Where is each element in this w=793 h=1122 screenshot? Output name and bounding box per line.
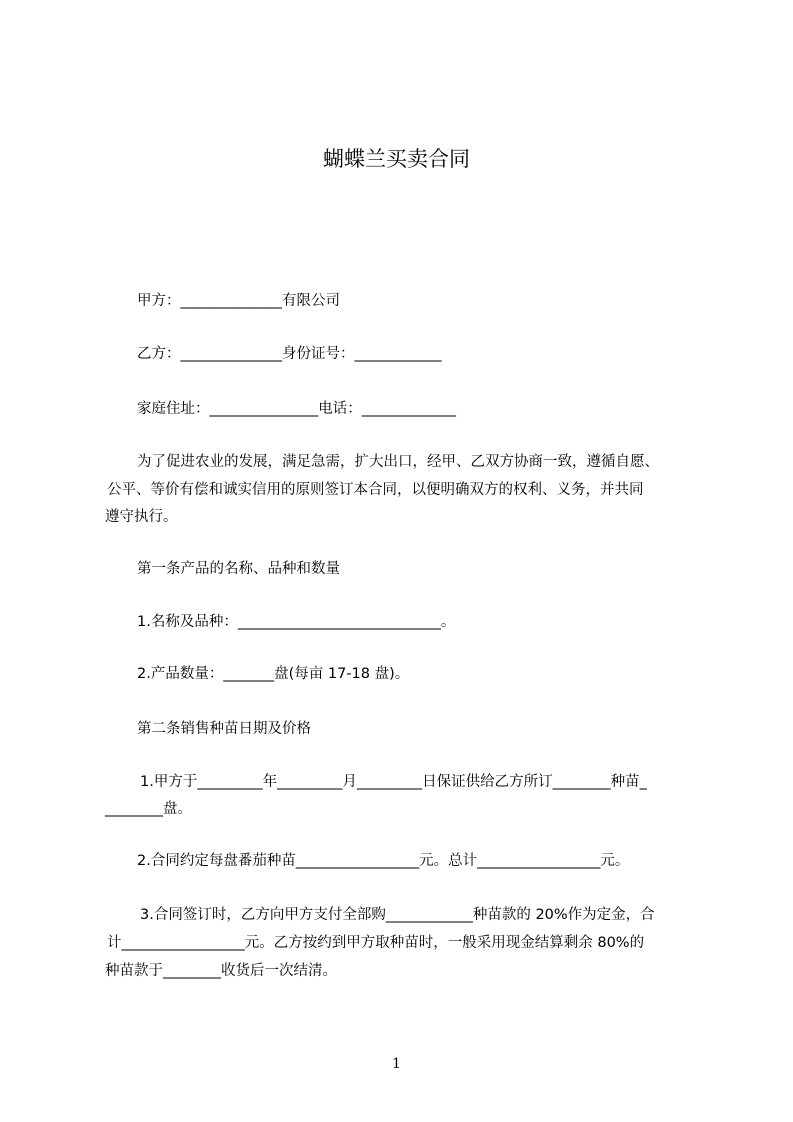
preamble-line-1: 为了促进农业的发展，满足急需，扩大出口，经甲、乙双方协商一致，遵循自愿、 (137, 454, 659, 470)
preamble-line-2: 公平、等价有偿和诚实信用的原则签订本合同，以便明确双方的权利、义务，并共同 (107, 482, 644, 498)
article-1-item-2: 2.产品数量：_______盘(每亩 17-18 盘)。 (137, 666, 410, 682)
document-title: 蝴蝶兰买卖合同 (323, 147, 470, 171)
article-2-item-2: 2.合同约定每盘番茄种苗_________________元。总计_________________元。 (137, 853, 630, 869)
article-2-item-1-line-2: ________盘。 (105, 801, 192, 817)
page-number: 1 (392, 1056, 401, 1072)
address-phone-line: 家庭住址：_______________电话：_____________ (137, 401, 456, 417)
preamble-line-3: 遵守执行。 (105, 509, 178, 525)
article-2-item-3-line-1: 3.合同签订时，乙方向甲方支付全部购____________种苗款的 20%作为定金，合 (140, 907, 655, 923)
article-2-item-3-line-2: 计_________________元。乙方按约到甲方取种苗时，一般采用现金结算剩余 80%的 (107, 935, 645, 951)
party-b-line: 乙方：______________身份证号：____________ (137, 346, 442, 362)
article-1-item-1: 1.名称及品种：____________________________。 (137, 614, 456, 630)
article-2-heading: 第二条销售种苗日期及价格 (137, 721, 311, 737)
article-2-item-3-line-3: 种苗款于________收货后一次结清。 (105, 963, 337, 979)
article-2-item-1-line-1: 1.甲方于_________年_________月_________日保证供给乙方所订________种苗_ (140, 774, 647, 790)
party-a-line: 甲方：______________有限公司 (137, 293, 340, 309)
article-1-heading: 第一条产品的名称、品种和数量 (137, 561, 340, 577)
